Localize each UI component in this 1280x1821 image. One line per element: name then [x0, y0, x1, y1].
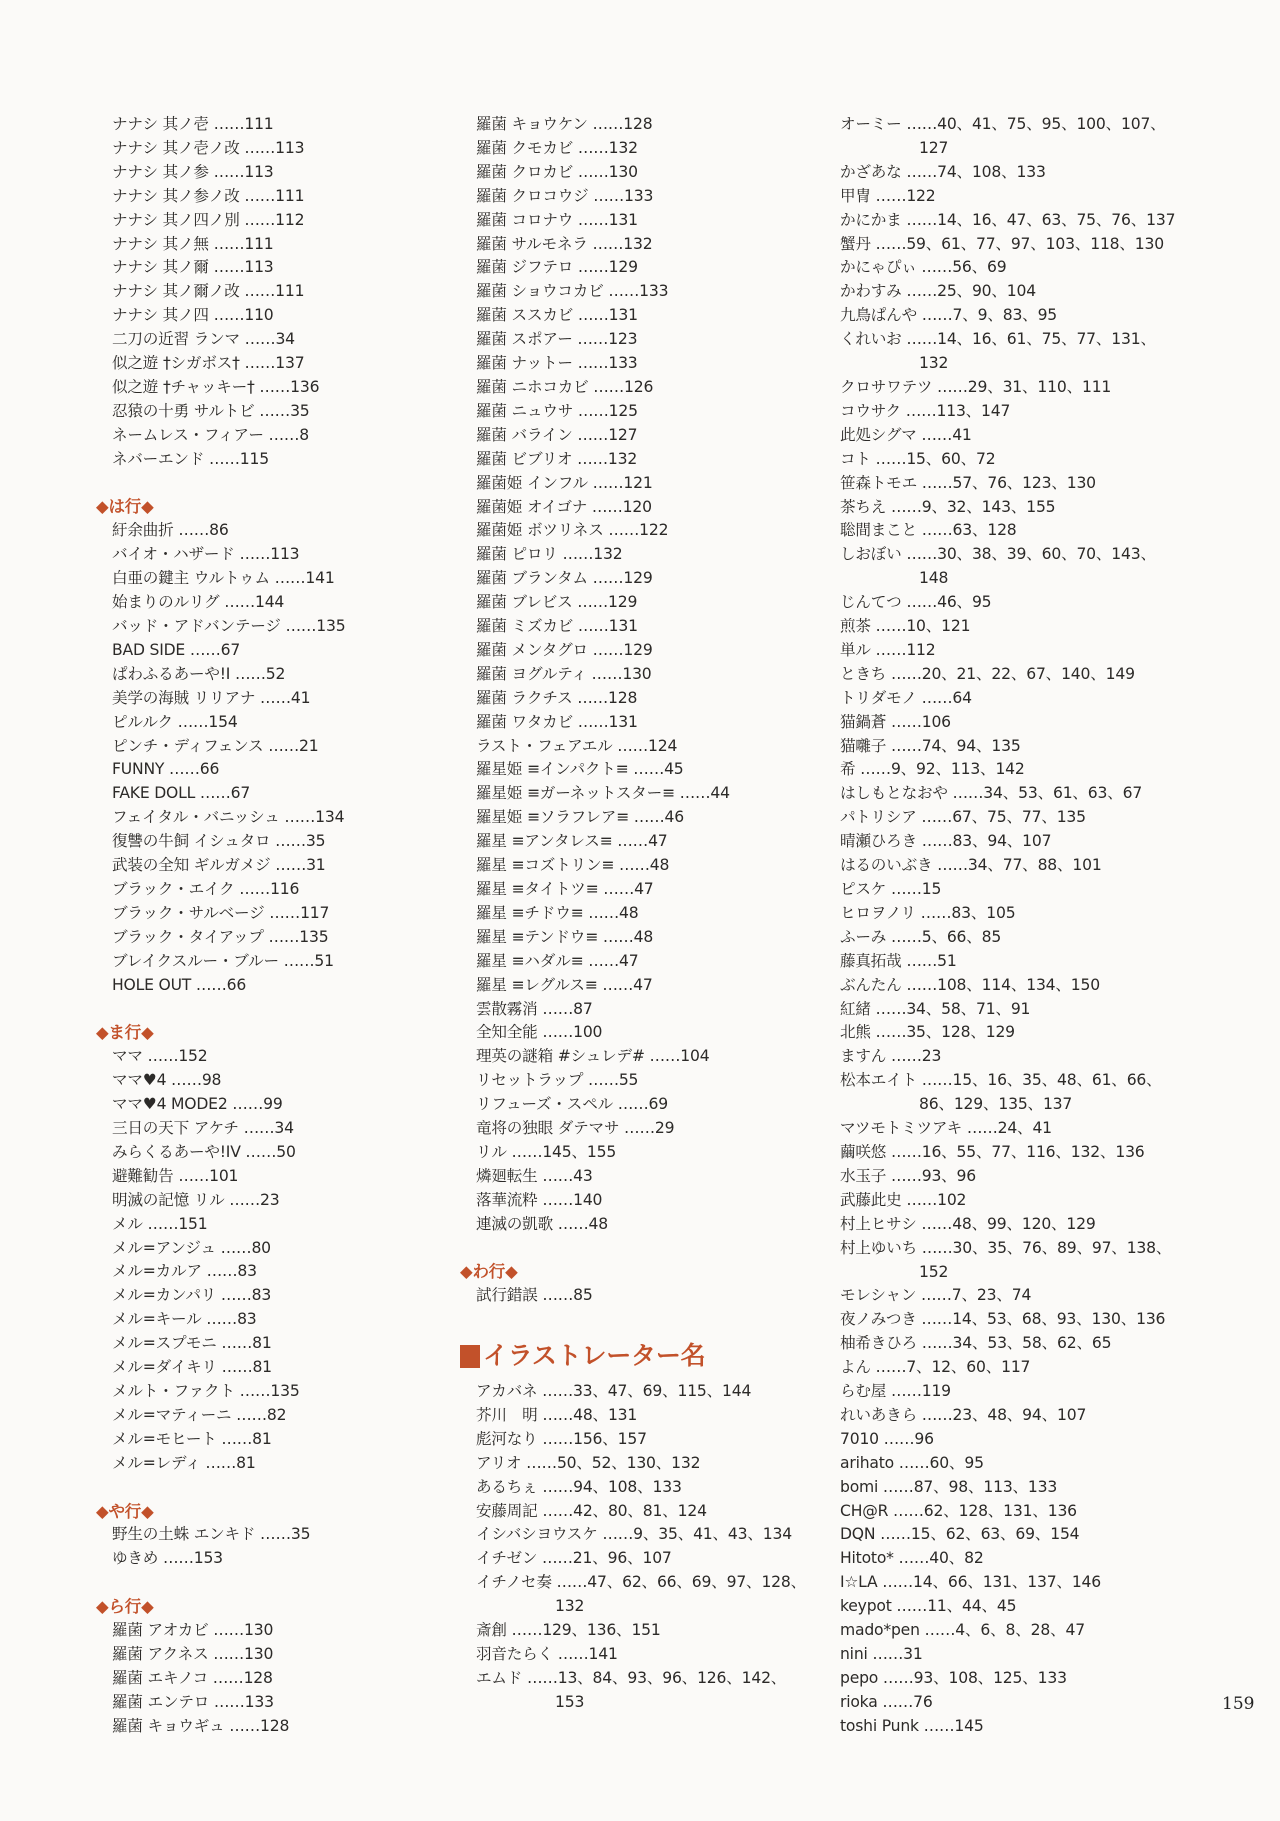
index-entry: 羅菌 ススカビ ……131	[476, 306, 638, 325]
index-entry: 夜ノみつき ……14、53、68、93、130、136	[840, 1310, 1166, 1329]
index-entry: 落華流粋 ……140	[476, 1190, 603, 1209]
index-entry: 北熊 ……35、128、129	[840, 1023, 1015, 1042]
index-entry: keypot ……11、44、45	[840, 1597, 1017, 1616]
index-entry: 羅菌 ナットー ……133	[476, 354, 638, 373]
index-entry: DQN ……15、62、63、69、154	[840, 1525, 1080, 1544]
index-entry: 羅菌 ジフテロ ……129	[476, 258, 638, 277]
index-entry: 始まりのルリグ ……144	[112, 593, 285, 612]
index-entry: 7010 ……96	[840, 1429, 934, 1448]
index-entry: かにかま ……14、16、47、63、75、76、137	[840, 210, 1176, 229]
section-gap	[112, 998, 472, 1022]
index-entry: 羅菌 スポアー ……123	[476, 330, 638, 349]
index-column-1	[96, 113, 472, 1739]
index-entry: 単ル ……112	[840, 640, 936, 659]
section-heading: ◆や行◆	[96, 1501, 154, 1521]
index-entry: アカバネ ……33、47、69、115、144	[476, 1381, 752, 1400]
index-entry: 希 ……9、92、113、142	[840, 760, 1025, 779]
index-entry: 羅菌 ショウコカビ ……133	[476, 282, 669, 301]
index-entry: ナナシ 其ノ無 ……111	[112, 234, 274, 253]
index-entry: 羅菌姫 ボツリネス ……122	[476, 521, 669, 540]
index-entry: 柚希きひろ ……34、53、58、62、65	[840, 1334, 1112, 1353]
index-entry: 燐廻転生 ……43	[476, 1166, 593, 1185]
index-entry: I☆LA ……14、66、131、137、146	[840, 1573, 1101, 1592]
index-entry-continuation: 152	[919, 1262, 949, 1281]
index-entry: しおぼい ……30、38、39、60、70、143、	[840, 545, 1156, 564]
index-entry: 此処シグマ ……41	[840, 425, 972, 444]
index-entry: 藤真拓哉 ……51	[840, 951, 957, 970]
index-entry: ピルルク ……154	[112, 712, 238, 731]
index-entry: イシバシヨウスケ ……9、35、41、43、134	[476, 1525, 792, 1544]
index-entry: 紅緒 ……34、58、71、91	[840, 999, 1031, 1018]
index-entry: 村上ゆいち ……30、35、76、89、97、138、	[840, 1238, 1172, 1257]
index-entry: メル=スプモニ ……81	[112, 1334, 272, 1353]
index-entry: オーミー ……40、41、75、95、100、107、	[840, 115, 1166, 133]
index-entry: 羅菌 アオカビ ……130	[112, 1621, 274, 1640]
index-entry: 羅菌 コロナウ ……131	[476, 210, 638, 229]
index-entry: 村上ヒサシ ……48、99、120、129	[840, 1214, 1096, 1233]
section-gap	[112, 1476, 472, 1500]
index-entry: マツモトミツアキ ……24、41	[840, 1119, 1052, 1138]
index-entry: ピンチ・ディフェンス ……21	[112, 736, 319, 755]
index-entry: コト ……15、60、72	[840, 449, 996, 468]
index-entry: 芥川 明 ……48、131	[476, 1405, 638, 1424]
index-entry: 美学の海賊 リリアナ ……41	[112, 688, 311, 707]
index-entry: メルト・ファクト ……135	[112, 1382, 300, 1400]
index-entry: 笹森トモエ ……57、76、123、130	[840, 473, 1096, 492]
index-entry: 羅星姫 ≡ソラフレア≡ ……46	[476, 808, 685, 827]
index-entry-continuation: 127	[919, 138, 949, 157]
index-entry: 羅星 ≡レグルス≡ ……47	[476, 975, 653, 994]
index-entry: 九鳥ぱんや ……7、9、83、95	[840, 306, 1058, 325]
index-entry: 羅菌姫 インフル ……121	[476, 473, 653, 492]
index-entry: ふーみ ……5、66、85	[840, 927, 1002, 946]
index-entry: アリオ ……50、52、130、132	[476, 1453, 701, 1472]
index-entry: 羽音たらく ……141	[476, 1644, 618, 1663]
index-entry: 羅菌 ビブリオ ……132	[476, 449, 638, 468]
index-entry: 甲冑 ……122	[840, 186, 936, 205]
index-entry: ピスケ ……15	[840, 880, 942, 898]
index-entry: イチノセ奏 ……47、62、66、69、97、128、	[476, 1573, 807, 1592]
index-entry: リル ……145、155	[476, 1142, 617, 1161]
index-entry: メル ……151	[112, 1214, 208, 1233]
index-entry: ママ♥4 ……98	[112, 1071, 222, 1090]
index-entry: はるのいぶき ……34、77、88、101	[840, 856, 1102, 875]
index-entry: ぶんたん ……108、114、134、150	[840, 975, 1100, 994]
index-entry: 羅菌 サルモネラ ……132	[476, 234, 653, 253]
index-entry: ゆきめ ……153	[112, 1549, 223, 1568]
index-entry: 羅菌 アクネス ……130	[112, 1644, 274, 1663]
index-entry: 羅菌 キョウケン ……128	[476, 115, 653, 133]
index-entry: 羅星 ≡コズトリン≡ ……48	[476, 856, 670, 875]
index-entry: 羅星 ≡タイトツ≡ ……47	[476, 880, 654, 898]
index-entry: 羅菌 ラクチス ……128	[476, 688, 638, 707]
index-entry: バイオ・ハザード ……113	[112, 545, 300, 564]
index-entry: Hitoto* ……40、82	[840, 1549, 984, 1568]
index-entry: ナナシ 其ノ爾 ……113	[112, 258, 274, 277]
index-entry: 羅菌 メンタグロ ……129	[476, 640, 653, 659]
index-entry-continuation: 86、129、135、137	[919, 1095, 1073, 1114]
index-entry: ナナシ 其ノ四 ……110	[112, 306, 274, 325]
index-entry-continuation: 132	[919, 354, 949, 373]
index-entry: メル=ダイキリ ……81	[112, 1358, 272, 1377]
index-entry: ネバーエンド ……115	[112, 449, 269, 468]
index-entry: みらくるあーや!IV ……50	[112, 1142, 296, 1161]
index-entry: メル=マティーニ ……82	[112, 1405, 287, 1424]
section-heading: ◆は行◆	[96, 497, 154, 517]
index-column-3	[840, 113, 1220, 1739]
index-entry: 羅星姫 ≡インパクト≡ ……45	[476, 760, 684, 779]
section-heading: ◆わ行◆	[460, 1262, 518, 1282]
index-entry: toshi Punk ……145	[840, 1716, 984, 1735]
index-entry: メル=モヒート ……81	[112, 1429, 272, 1448]
index-entry: 水玉子 ……93、96	[840, 1166, 977, 1185]
index-entry: 羅星 ≡ハダル≡ ……47	[476, 951, 639, 970]
index-entry: ときち ……20、21、22、67、140、149	[840, 664, 1135, 683]
index-entry: 紆余曲折 ……86	[112, 521, 229, 540]
index-entry: 猫鍋蒼 ……106	[840, 712, 951, 731]
index-entry: イチゼン ……21、96、107	[476, 1549, 672, 1568]
index-entry: ネームレス・フィアー ……8	[112, 425, 310, 444]
index-entry: 羅星 ≡テンドウ≡ ……48	[476, 927, 654, 946]
index-entry: フェイタル・バニッシュ ……134	[112, 808, 345, 827]
index-entry: 試行錯誤 ……85	[476, 1286, 593, 1305]
index-entry: 斎創 ……129、136、151	[476, 1621, 661, 1640]
index-entry: nini ……31	[840, 1645, 923, 1663]
index-entry: 武装の全知 ギルガメジ ……31	[112, 856, 326, 875]
section-heading: ◆ま行◆	[96, 1023, 154, 1043]
section-gap	[112, 472, 472, 496]
page-number: 159	[1222, 1694, 1255, 1714]
index-entry-continuation: 148	[919, 569, 949, 588]
index-entry: トリダモノ ……64	[840, 688, 972, 707]
index-entry: くれいお ……14、16、61、75、77、131、	[840, 330, 1156, 349]
index-entry: 羅菌 エンテロ ……133	[112, 1692, 274, 1711]
index-entry: ナナシ 其ノ壱ノ改 ……113	[112, 138, 305, 157]
index-entry: あるちぇ ……94、108、133	[476, 1477, 682, 1496]
index-entry: 羅菌 ピロリ ……132	[476, 545, 623, 564]
index-entry: bomi ……87、98、113、133	[840, 1477, 1058, 1496]
index-entry: ヒロヲノリ ……83、105	[840, 903, 1016, 922]
index-entry: メル=レディ ……81	[112, 1453, 256, 1472]
index-entry: 羅菌 ブレビス ……129	[476, 593, 638, 612]
index-entry-continuation: 153	[555, 1692, 585, 1711]
index-entry: 茶ちえ ……9、32、143、155	[840, 497, 1056, 516]
index-entry: 羅星 ≡チドウ≡ ……48	[476, 903, 639, 922]
section-gap	[112, 1571, 472, 1595]
index-entry: メル=アンジュ ……80	[112, 1238, 271, 1257]
index-entry: FUNNY ……66	[112, 760, 220, 779]
index-entry: 羅菌 ミズカビ ……131	[476, 617, 638, 636]
index-entry: 明滅の記憶 リル ……23	[112, 1190, 280, 1209]
index-entry: クロサワテツ ……29、31、110、111	[840, 377, 1112, 396]
index-entry: 全知全能 ……100	[476, 1023, 603, 1042]
index-entry-continuation: 132	[555, 1597, 585, 1616]
index-entry: 羅星姫 ≡ガーネットスター≡ ……44	[476, 784, 730, 803]
index-entry: ブラック・サルベージ ……117	[112, 903, 330, 922]
index-entry: ぱわふるあーや!I ……52	[112, 664, 286, 683]
index-entry: FAKE DOLL ……67	[112, 784, 251, 803]
index-entry: かにゃぴぃ ……56、69	[840, 258, 1007, 277]
index-entry: ラスト・フェアエル ……124	[476, 736, 678, 755]
square-bullet-icon	[460, 1345, 480, 1368]
index-entry: ママ ……152	[112, 1047, 208, 1066]
index-entry: 羅菌 クロコウジ ……133	[476, 186, 654, 205]
index-entry: コウサク ……113、147	[840, 401, 1011, 420]
index-entry: 竜将の独眼 ダテマサ ……29	[476, 1119, 675, 1138]
index-entry: 羅星 ≡アンタレス≡ ……47	[476, 832, 668, 851]
index-entry: よん ……7、12、60、117	[840, 1358, 1031, 1377]
index-entry: メル=カルア ……83	[112, 1262, 257, 1281]
index-entry: パトリシア ……67、75、77、135	[840, 808, 1086, 827]
index-entry: 彪河なり ……156、157	[476, 1429, 647, 1448]
index-entry: ナナシ 其ノ参ノ改 ……111	[112, 186, 305, 205]
illustrator-section-title-text: イラストレーター名	[483, 1341, 706, 1371]
index-entry: かざあな ……74、108、133	[840, 162, 1046, 181]
index-entry: ブラック・タイアップ ……135	[112, 927, 329, 946]
index-entry: モレシャン ……7、23、74	[840, 1286, 1032, 1305]
index-entry: 松本エイト ……15、16、35、48、61、66、	[840, 1071, 1162, 1090]
index-entry: arihato ……60、95	[840, 1453, 984, 1472]
index-entry: 羅菌 ニュウサ ……125	[476, 401, 638, 420]
index-entry: 羅菌 バライン ……127	[476, 425, 638, 444]
index-entry: 似之遊 †チャッキー† ……136	[112, 377, 320, 396]
index-entry: ナナシ 其ノ壱 ……111	[112, 115, 274, 133]
index-entry: 羅菌 クモカビ ……132	[476, 138, 638, 157]
index-entry: 似之遊 †シガボス† ……137	[112, 354, 305, 373]
index-entry: HOLE OUT ……66	[112, 975, 247, 994]
index-entry: ナナシ 其ノ参 ……113	[112, 162, 274, 181]
index-entry: mado*pen ……4、6、8、28、47	[840, 1621, 1085, 1640]
index-entry: rioka ……76	[840, 1692, 933, 1711]
index-entry: 晴瀬ひろき ……83、94、107	[840, 832, 1052, 851]
index-entry: 羅菌 ブランタム ……129	[476, 569, 653, 588]
index-entry: ブレイクスルー・ブルー ……51	[112, 951, 334, 970]
index-entry: ますん ……23	[840, 1047, 942, 1066]
illustrator-section-title	[460, 1332, 856, 1380]
index-entry: 二刀の近習 ランマ ……34	[112, 330, 295, 349]
index-entry: pepo ……93、108、125、133	[840, 1668, 1067, 1687]
index-entry: 煎茶 ……10、121	[840, 617, 971, 636]
index-entry: CH@R ……62、128、131、136	[840, 1501, 1077, 1520]
index-entry: かわすみ ……25、90、104	[840, 282, 1036, 301]
index-entry: 蟹丹 ……59、61、77、97、103、118、130	[840, 234, 1164, 253]
index-entry: 理英の謎箱 #シュレデ# ……104	[476, 1047, 710, 1066]
index-entry: 三日の天下 アケチ ……34	[112, 1119, 294, 1138]
index-entry: 羅菌姫 オイゴナ ……120	[476, 497, 652, 516]
index-entry: 猫囃子 ……74、94、135	[840, 736, 1021, 755]
index-entry: 避難勧告 ……101	[112, 1166, 239, 1185]
index-entry: ブラック・エイク ……116	[112, 879, 300, 898]
index-entry: 雲散霧消 ……87	[476, 999, 593, 1018]
index-entry: 羅菌 クロカビ ……130	[476, 162, 638, 181]
index-entry: 白亜の鍵主 ウルトゥム ……141	[112, 569, 335, 588]
index-entry: 繭咲悠 ……16、55、77、116、132、136	[840, 1142, 1145, 1161]
index-entry: 羅菌 ワタカビ ……131	[476, 712, 638, 731]
section-gap	[476, 1308, 856, 1332]
index-entry: リフューズ・スペル ……69	[476, 1095, 668, 1114]
index-entry: じんてつ ……46、95	[840, 593, 992, 612]
index-entry: ナナシ 其ノ四ノ別 ……112	[112, 210, 305, 229]
index-entry: メル=キール ……83	[112, 1310, 257, 1329]
index-entry: 武藤此史 ……102	[840, 1190, 967, 1209]
index-entry: 復讐の牛飼 イシュタロ ……35	[112, 832, 326, 851]
index-entry: 羅菌 キョウギュ ……128	[112, 1716, 290, 1735]
index-entry: 羅菌 ヨグルティ ……130	[476, 664, 652, 683]
index-entry: ナナシ 其ノ爾ノ改 ……111	[112, 282, 305, 301]
index-entry: エムド ……13、84、93、96、126、142、	[476, 1668, 787, 1687]
section-heading: ◆ら行◆	[96, 1597, 154, 1617]
section-gap	[476, 1237, 856, 1261]
index-entry: らむ屋 ……119	[840, 1382, 951, 1401]
index-entry: れいあきら ……23、48、94、107	[840, 1405, 1087, 1424]
index-entry: BAD SIDE ……67	[112, 640, 241, 659]
index-entry: 聡間まこと ……63、128	[840, 521, 1017, 540]
index-entry: 羅菌 ニホコカビ ……126	[476, 377, 654, 396]
index-entry: 羅菌 エキノコ ……128	[112, 1668, 273, 1687]
index-entry: はしもとなおや ……34、53、61、63、67	[840, 784, 1143, 803]
index-entry: 安藤周記 ……42、80、81、124	[476, 1501, 707, 1520]
index-entry: バッド・アドバンテージ ……135	[112, 617, 346, 636]
index-column-2	[460, 113, 856, 1715]
index-entry: 忍猿の十勇 サルトビ ……35	[112, 401, 310, 420]
index-entry: メル=カンパリ ……83	[112, 1286, 272, 1305]
index-entry: ママ♥4 MODE2 ……99	[112, 1095, 283, 1114]
index-entry: 連滅の凱歌 ……48	[476, 1214, 608, 1233]
index-entry: リセットラップ ……55	[476, 1071, 639, 1090]
index-entry: 野生の土蛛 エンキド ……35	[112, 1525, 311, 1544]
